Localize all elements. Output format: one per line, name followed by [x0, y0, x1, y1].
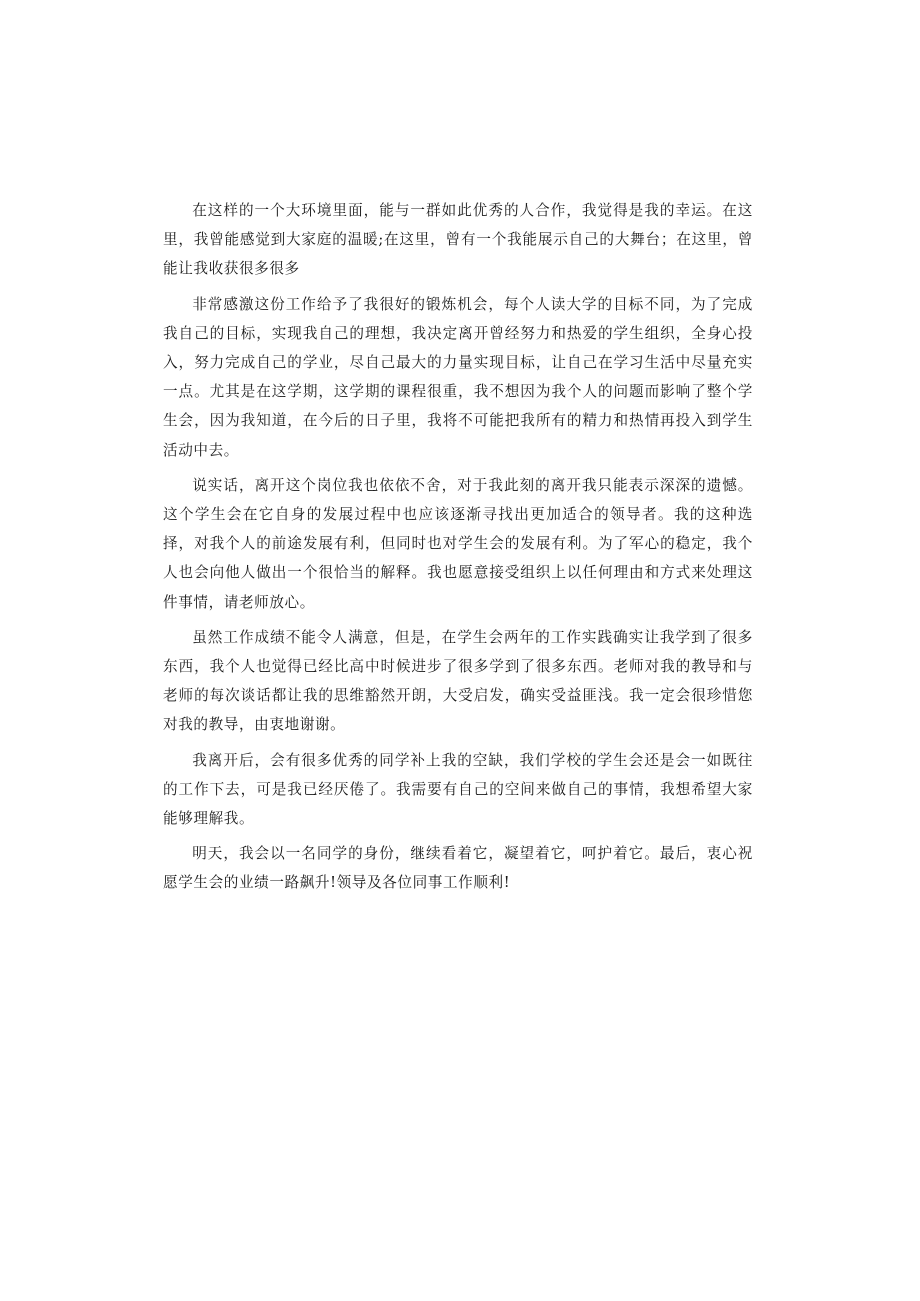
paragraph-5: 我离开后，会有很多优秀的同学补上我的空缺，我们学校的学生会还是会一如既往的工作下去，可是我已经厌倦了。我需要有自己的空间来做自己的事情，我想希望大家能够理解我。 — [163, 751, 753, 828]
paragraph-3: 说实话，离开这个岗位我也依依不舍，对于我此刻的离开我只能表示深深的遗憾。这个学生会在它自身的发展过程中也应该逐渐寻找出更加适合的领导者。我的这种选择，对我个人的前途发展有利，但同时也对学生会的发展有利。为了军心的稳定，我个人也会向他人做出一个很恰当的解释。我也愿意接受组织上以任何理由和方式来处理这件事情，请老师放心。 — [163, 476, 753, 611]
paragraph-1: 在这样的一个大环境里面，能与一群如此优秀的人合作，我觉得是我的幸运。在这里，我曾能感觉到大家庭的温暖;在这里，曾有一个我能展示自己的大舞台；在这里，曾能让我收获很多很多 — [163, 202, 753, 278]
paragraph-6: 明天，我会以一名同学的身份，继续看着它，凝望着它，呵护着它。最后，衷心祝愿学生会的业绩一路飙升!领导及各位同事工作顺利! — [163, 845, 753, 892]
document-body — [163, 196, 753, 904]
paragraph-4: 虽然工作成绩不能令人满意，但是，在学生会两年的工作实践确实让我学到了很多东西，我个人也觉得已经比高中时候进步了很多学到了很多东西。老师对我的教导和与老师的每次谈话都让我的思维豁然开朗，大受启发，确实受益匪浅。我一定会很珍惜您对我的教导，由衷地谢谢。 — [163, 628, 753, 734]
paragraph-2: 非常感激这份工作给予了我很好的锻炼机会，每个人读大学的目标不同，为了完成我自己的目标，实现我自己的理想，我决定离开曾经努力和热爱的学生组织，全身心投入，努力完成自己的学业，尽自己最大的力量实现目标，让自己在学习生活中尽量充实一点。尤其是在这学期，这学期的课程很重，我不想因为我个人的问题而影响了整个学生会，因为我知道，在今后的日子里，我将不可能把我所有的精力和热情再投入到学生活动中去。 — [163, 295, 753, 459]
